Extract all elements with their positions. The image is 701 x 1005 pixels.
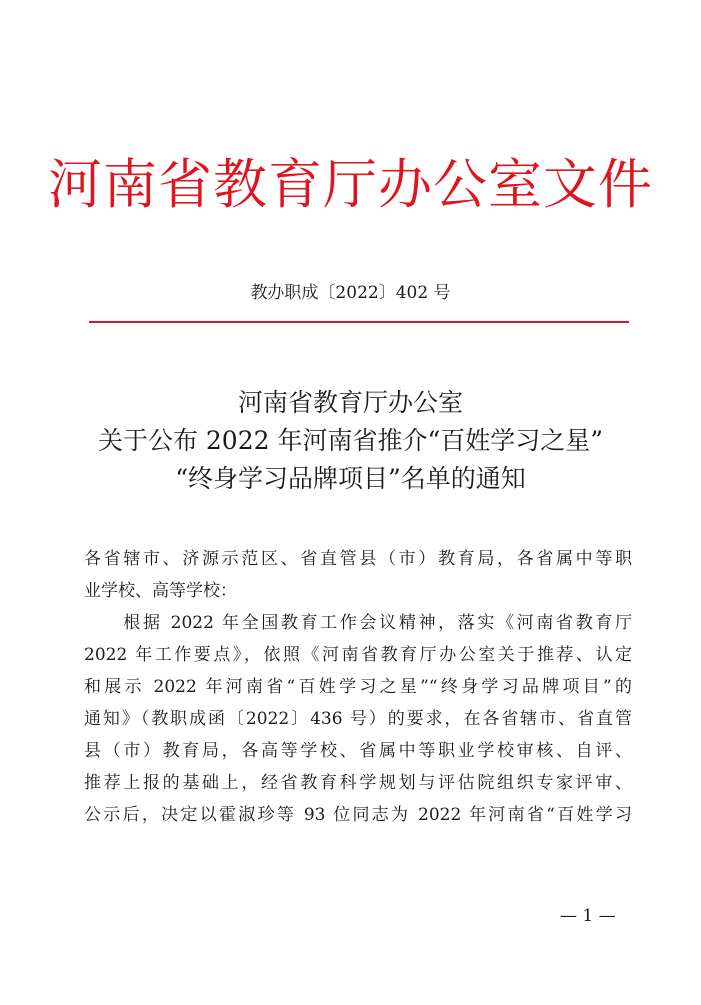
document-masthead: 河南省教育厅办公室文件 [48, 153, 653, 216]
document-body [84, 543, 632, 831]
page-number: — 1 — [560, 906, 616, 926]
body-line: 各省辖市、济源示范区、省直管县（市）教育局，各省属中等职 [84, 549, 632, 569]
body-line: 和展示 2022 年河南省“百姓学习之星”“终身学习品牌项目”的 [84, 677, 632, 697]
body-line: 业学校、高等学校： [84, 581, 237, 601]
body-line: 公示后，决定以霍淑珍等 93 位同志为 2022 年河南省“百姓学习 [84, 805, 632, 825]
red-divider-line [89, 321, 629, 323]
document-title [0, 384, 701, 498]
body-line: 县（市）教育局，各高等学校、省属中等职业学校审核、自评、 [84, 741, 632, 761]
body-line: 推荐上报的基础上，经省教育科学规划与评估院组织专家评审、 [84, 773, 632, 793]
title-line-1: 河南省教育厅办公室 [237, 388, 463, 417]
document-number: 教办职成〔2022〕402 号 [250, 283, 451, 303]
body-line: 根据 2022 年全国教育工作会议精神，落实《河南省教育厅 [84, 613, 632, 633]
title-line-2: 关于公布 2022 年河南省推介“百姓学习之星” [97, 426, 604, 455]
body-line: 2022 年工作要点》，依照《河南省教育厅办公室关于推荐、认定 [84, 645, 632, 665]
title-line-3: “终身学习品牌项目”名单的通知 [175, 464, 526, 493]
body-line: 通知》（教职成函〔2022〕436 号）的要求，在各省辖市、省直管 [84, 709, 632, 729]
